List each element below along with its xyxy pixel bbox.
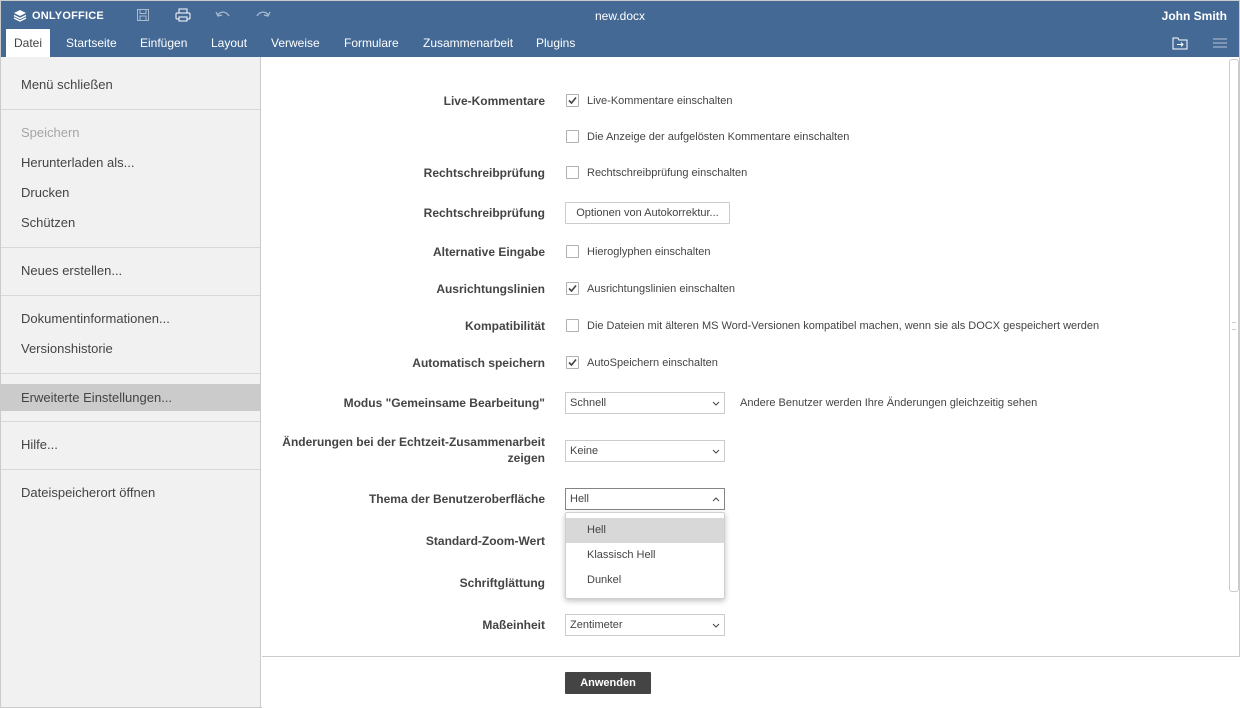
spellcheck-label: Rechtschreibprüfung: [423, 166, 545, 180]
menu-open-file-location[interactable]: Dateispeicherort öffnen: [21, 485, 156, 500]
menu-separator: [1, 109, 260, 110]
coedit-mode-note: Andere Benutzer werden Ihre Änderungen gleichzeitig sehen: [740, 397, 1038, 409]
menu-document-info[interactable]: Dokumentinformationen...: [21, 311, 170, 326]
compat-checkbox[interactable]: [566, 319, 579, 332]
hamburger-icon: [1213, 37, 1227, 49]
tab-formulare[interactable]: Formulare: [344, 36, 399, 50]
compat-option: Die Dateien mit älteren MS Word-Versionen kompatibel machen, wenn sie als DOCX gespeichert werden: [587, 320, 1100, 332]
autosave-label: Automatisch speichern: [412, 356, 545, 370]
settings-footer: [262, 656, 1240, 708]
autosave-option: AutoSpeichern einschalten: [587, 357, 718, 369]
menu-close-menu[interactable]: Menü schließen: [21, 77, 113, 92]
live-comments-checkbox[interactable]: [566, 94, 579, 107]
tab-layout[interactable]: Layout: [211, 36, 248, 50]
tab-verweise[interactable]: Verweise: [271, 36, 320, 50]
menu-download-as[interactable]: Herunterladen als...: [21, 155, 135, 170]
ui-theme-dropdown: [565, 512, 725, 599]
chevron-down-icon: [711, 393, 721, 413]
guides-label: Ausrichtungslinien: [436, 282, 545, 296]
resolved-comments-option: Die Anzeige der aufgelösten Kommentare einschalten: [587, 131, 850, 143]
tab-plugins[interactable]: Plugins: [536, 36, 576, 50]
spellcheck-checkbox[interactable]: [566, 166, 579, 179]
tab-zusammenarbeit[interactable]: Zusammenarbeit: [423, 36, 514, 50]
scrollbar-grip: [1232, 322, 1236, 330]
open-location-button[interactable]: [1171, 35, 1189, 51]
realtime-changes-label-line2: zeigen: [507, 451, 545, 465]
theme-option-dunkel[interactable]: Dunkel: [587, 574, 622, 586]
coedit-mode-label: Modus "Gemeinsame Bearbeitung": [343, 396, 545, 410]
folder-arrow-icon: [1172, 36, 1188, 50]
guides-checkbox[interactable]: [566, 282, 579, 295]
tab-einfuegen[interactable]: Einfügen: [140, 36, 188, 50]
menu-separator: [1, 295, 260, 296]
tab-startseite[interactable]: Startseite: [66, 36, 117, 50]
realtime-changes-label-line1: Änderungen bei der Echtzeit-Zusammenarbeit: [282, 435, 545, 449]
unit-select[interactable]: [565, 614, 725, 636]
chevron-down-icon: [711, 441, 721, 461]
menu-separator: [1, 247, 260, 248]
user-name[interactable]: John Smith: [1161, 9, 1227, 23]
compat-label: Kompatibilität: [465, 319, 545, 333]
menu-protect[interactable]: Schützen: [21, 215, 76, 230]
autosave-checkbox[interactable]: [566, 356, 579, 369]
hieroglyphs-option: Hieroglyphen einschalten: [587, 246, 711, 258]
menu-advanced-settings[interactable]: Erweiterte Einstellungen...: [1, 384, 260, 411]
menu-help[interactable]: Hilfe...: [21, 437, 58, 452]
ui-theme-label: Thema der Benutzeroberfläche: [368, 492, 545, 506]
advanced-settings-panel: [262, 57, 1228, 657]
menu-separator: [1, 373, 260, 374]
apply-button[interactable]: Anwenden: [565, 672, 651, 694]
chevron-down-icon: [711, 615, 721, 635]
menu-print[interactable]: Drucken: [21, 185, 70, 200]
theme-option-klassisch-hell[interactable]: Klassisch Hell: [587, 549, 656, 561]
menu-version-history[interactable]: Versionshistorie: [21, 341, 113, 356]
ui-theme-value: Hell: [570, 493, 589, 505]
realtime-changes-label: [282, 434, 545, 466]
title-bar: [1, 1, 1239, 29]
file-menu-panel: [1, 57, 261, 707]
font-smoothing-label: Schriftglättung: [459, 576, 545, 590]
resolved-comments-checkbox[interactable]: [566, 130, 579, 143]
chevron-up-icon: [711, 489, 721, 509]
checkmark-icon: [567, 95, 578, 106]
checkmark-icon: [567, 357, 578, 368]
document-title: new.docx: [594, 9, 646, 23]
unit-value: Zentimeter: [570, 619, 623, 631]
vertical-scrollbar[interactable]: [1229, 59, 1239, 592]
autocorrect-options-button[interactable]: Optionen von Autokorrektur...: [565, 202, 730, 224]
alt-input-label: Alternative Eingabe: [432, 245, 545, 259]
ui-theme-select[interactable]: [565, 488, 725, 510]
coedit-mode-select[interactable]: [565, 392, 725, 414]
theme-option-hell[interactable]: Hell: [566, 518, 724, 543]
ribbon-tabs: [1, 29, 1239, 57]
hamburger-menu-button[interactable]: [1211, 35, 1229, 51]
menu-separator: [1, 469, 260, 470]
live-comments-label: Live-Kommentare: [443, 94, 545, 108]
tab-datei[interactable]: Datei: [6, 29, 50, 57]
realtime-changes-value: Keine: [570, 445, 599, 457]
coedit-mode-value: Schnell: [570, 397, 607, 409]
autocorrect-label: Rechtschreibprüfung: [423, 206, 545, 220]
realtime-changes-select[interactable]: [565, 440, 725, 462]
menu-separator: [1, 421, 260, 422]
brand-name: ONLYOFFICE: [32, 10, 104, 22]
menu-create-new[interactable]: Neues erstellen...: [21, 263, 123, 278]
zoom-label: Standard-Zoom-Wert: [425, 534, 545, 548]
unit-label: Maßeinheit: [482, 618, 545, 632]
spellcheck-option: Rechtschreibprüfung einschalten: [587, 167, 748, 179]
checkmark-icon: [567, 283, 578, 294]
guides-option: Ausrichtungslinien einschalten: [587, 283, 735, 295]
hieroglyphs-checkbox[interactable]: [566, 245, 579, 258]
live-comments-option: Live-Kommentare einschalten: [587, 95, 733, 107]
menu-save[interactable]: Speichern: [21, 125, 80, 140]
